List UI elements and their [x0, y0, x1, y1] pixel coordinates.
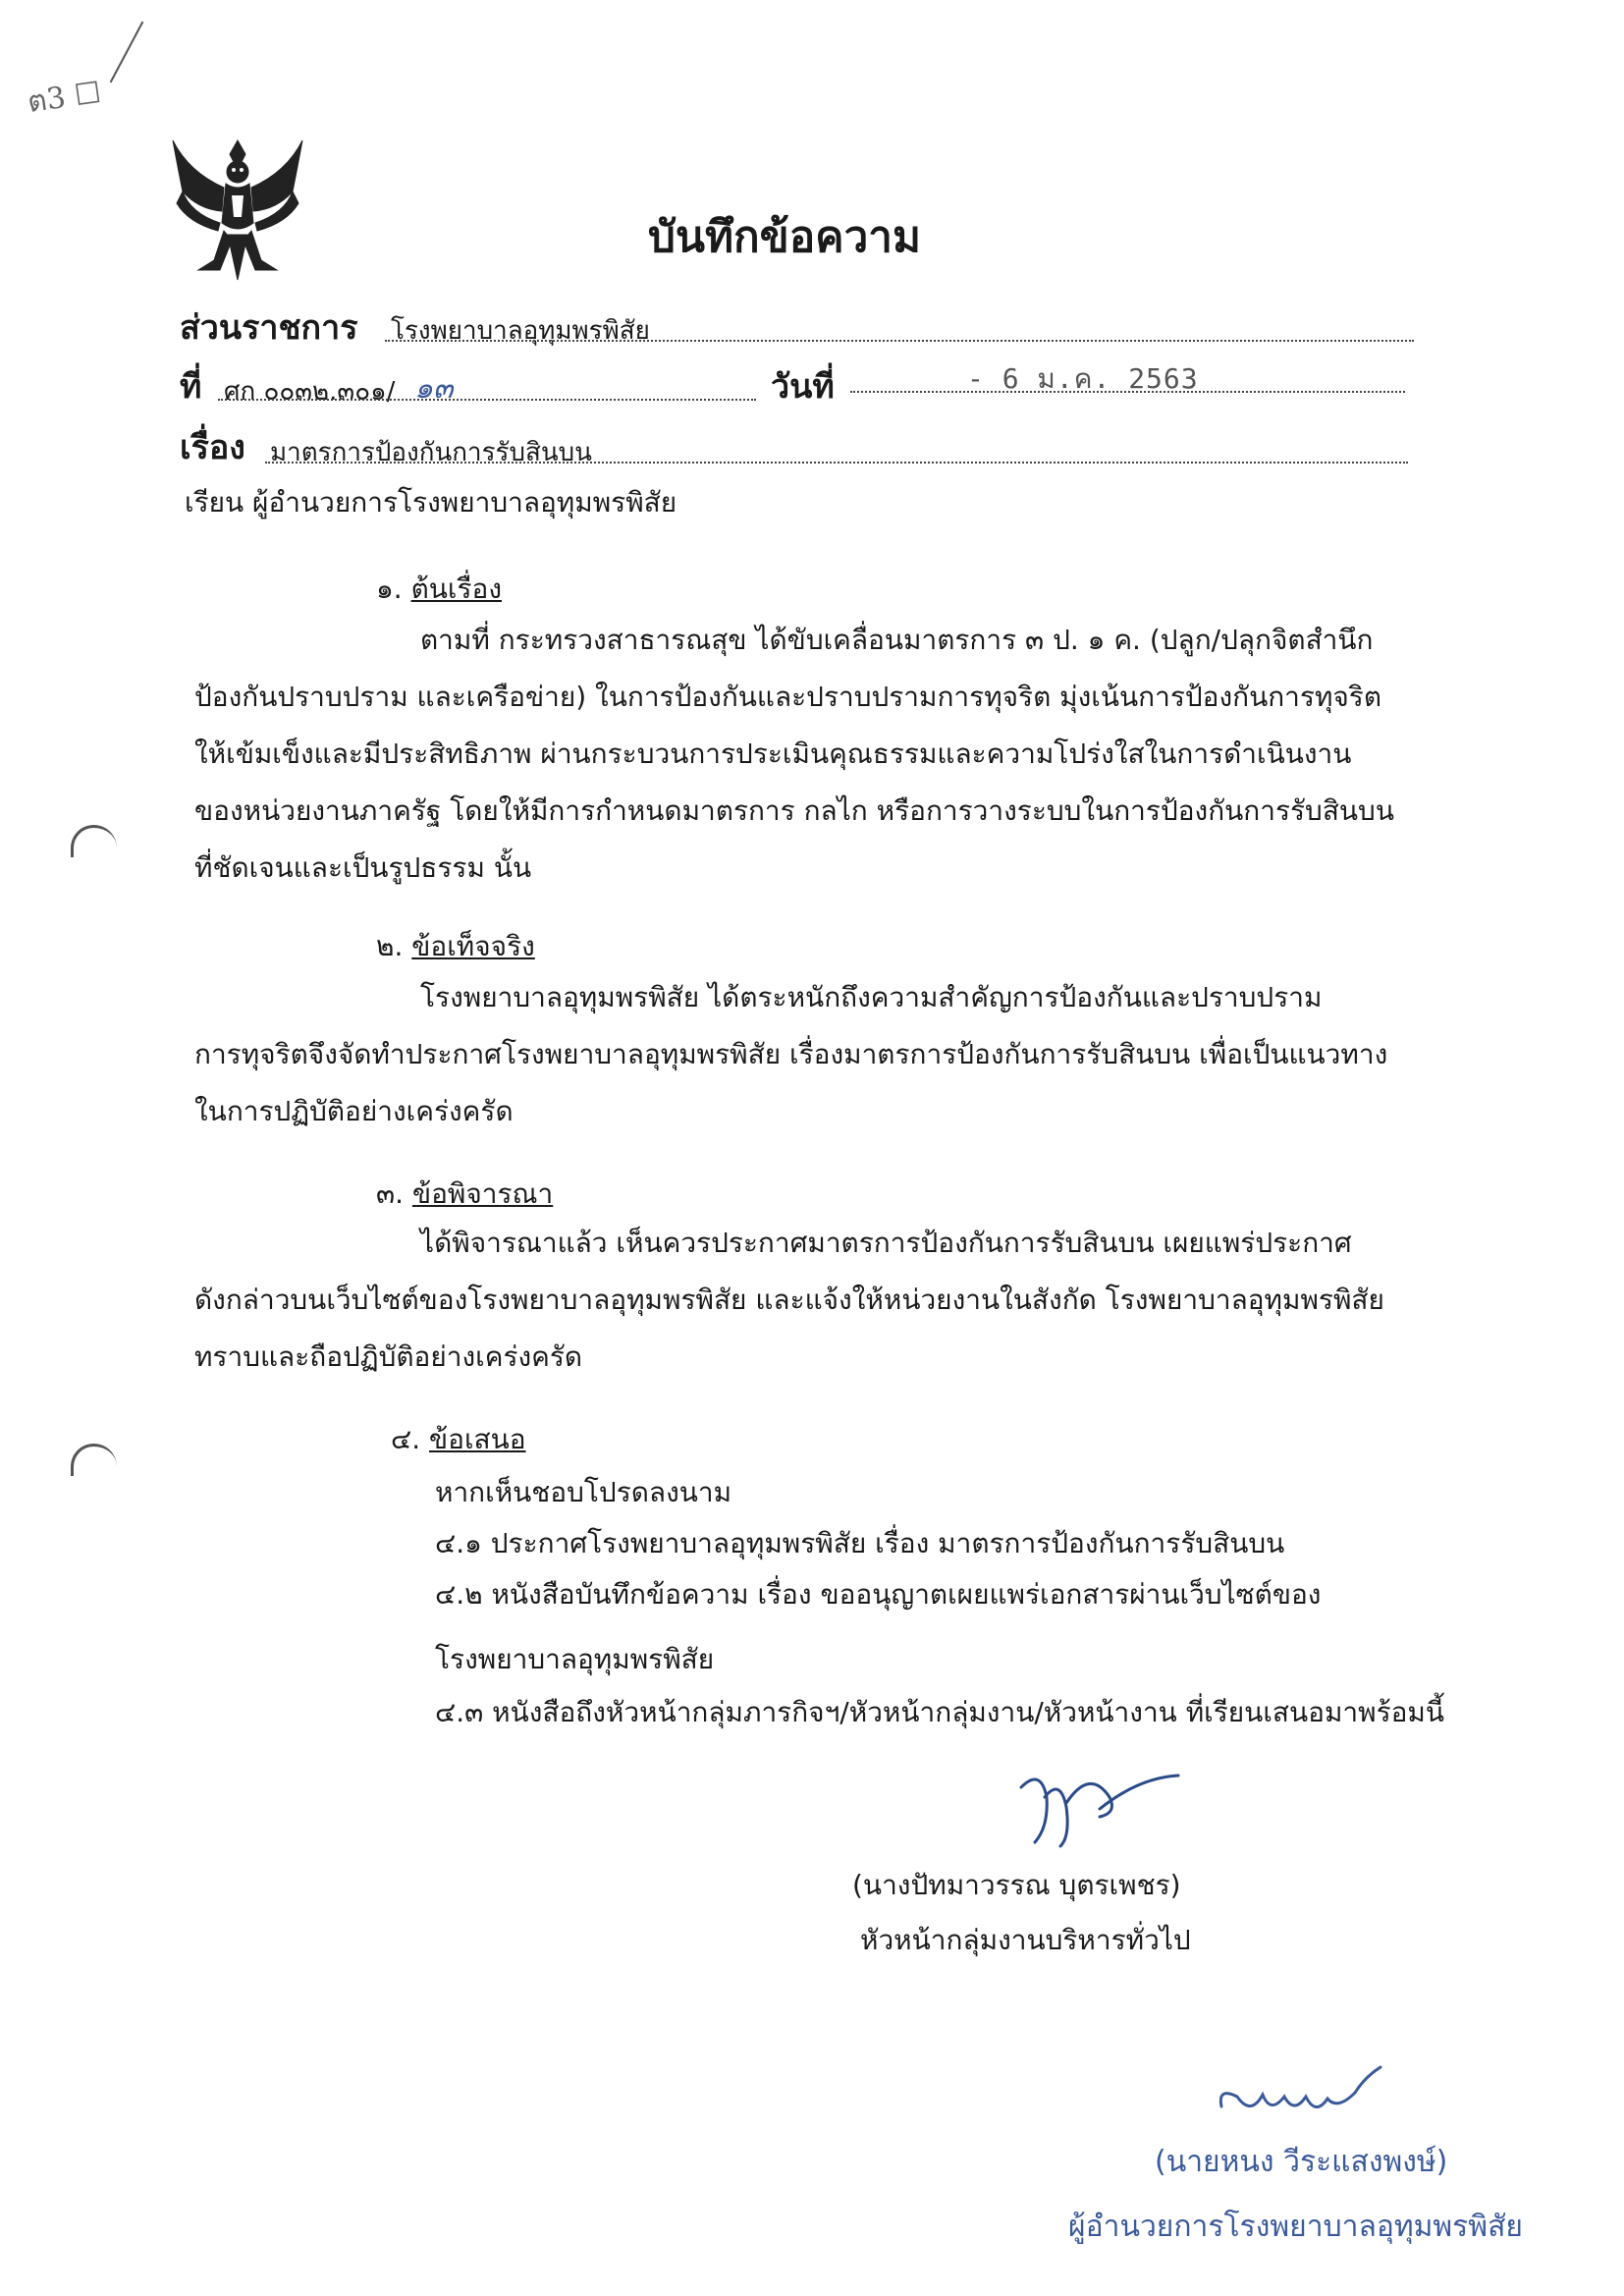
corner-pen-stroke [110, 22, 144, 83]
section-1-line-5: ที่ชัดเจนและเป็นรูปธรรม นั้น [194, 851, 532, 884]
section-3-line-3: ทราบและถือปฏิบัติอย่างเคร่งครัด [194, 1340, 583, 1373]
section-number: ๔. [391, 1423, 421, 1455]
section-heading [376, 568, 502, 611]
date-stamp: - 6 ม.ค. 2563 [967, 362, 1199, 395]
section-1-line-1: ตามที่ กระทรวงสาธารณสุข ได้ขับเคลื่อนมาตรการ ๓ ป. ๑ ค. (ปลูก/ปลุกจิตสำนึก [420, 624, 1374, 656]
section-heading [376, 925, 535, 968]
section-heading [376, 1173, 553, 1216]
punch-hole-mark [71, 825, 117, 857]
section-4-line-2: ๔.๑ ประกาศโรงพยาบาลอุทุมพรพิสัย เรื่อง มาตรการป้องกันการรับสินบน [435, 1527, 1285, 1559]
section-1-line-2: ป้องกันปราบปราม และเครือข่าย) ในการป้องกันและปราบปรามการทุจริต มุ่งเน้นการป้องกันการทุจริต [194, 681, 1382, 713]
section-4-line-3: ๔.๒ หนังสือบันทึกข้อความ เรื่อง ขออนุญาตเผยแพร่เอกสารผ่านเว็บไซต์ของ [435, 1578, 1322, 1611]
section-2-line-3: ในการปฏิบัติอย่างเคร่งครัด [194, 1095, 514, 1127]
date-label: วันที่ [771, 367, 835, 407]
agency-label: ส่วนราชการ [180, 308, 358, 348]
date-dotted-line [850, 391, 1405, 393]
director-name: (นายหนง วีระแสงพงษ์) [1155, 2145, 1448, 2179]
agency-dotted-line [385, 340, 1414, 342]
section-1-line-3: ให้เข้มเข็งและมีประสิทธิภาพ ผ่านกระบวนการประเมินคุณธรรมและความโปร่งใสในการดำเนินงาน [194, 738, 1352, 770]
section-number: ๒. [376, 930, 404, 962]
section-number: ๓. [376, 1177, 405, 1210]
section-1-line-4: ของหน่วยงานภาครัฐ โดยให้มีการกำหนดมาตรการ กลไก หรือการวางระบบในการป้องกันการรับสินบน [194, 794, 1394, 827]
section-2-line-2: การทุจริตจึงจัดทำประกาศโรงพยาบาลอุทุมพรพิสัย เรื่องมาตรการป้องกันการรับสินบน เพื่อเป็นแนวทาง [194, 1038, 1388, 1070]
punch-hole-mark [71, 1444, 117, 1476]
garuda-emblem-icon [169, 133, 306, 285]
section-title: ข้อเสนอ [429, 1423, 526, 1455]
agency-value: โรงพยาบาลอุทุมพรพิสัย [391, 316, 650, 346]
ref-value: ศก ๐๐๓๒.๓๐๑/ [224, 377, 396, 407]
section-title: ต้นเรื่อง [410, 573, 503, 605]
section-number: ๑. [376, 573, 403, 605]
section-2-line-1: โรงพยาบาลอุทุมพรพิสัย ได้ตระหนักถึงความสำคัญการป้องกันและปราบปราม [420, 981, 1323, 1013]
corner-note: ต3 ☐ [25, 75, 104, 121]
section-title: ข้อเท็จจริง [411, 930, 535, 962]
section-4-line-4: โรงพยาบาลอุทุมพรพิสัย [435, 1643, 715, 1675]
subject-dotted-line [265, 462, 1408, 464]
section-title: ข้อพิจารณา [411, 1177, 554, 1210]
director-position: ผู้อำนวยการโรงพยาบาลอุทุมพรพิสัย [1068, 2210, 1523, 2244]
signer-position: หัวหน้ากลุ่มงานบริหารทั่วไป [860, 1924, 1191, 1956]
ref-label: ที่ [180, 367, 202, 407]
memo-title: บันทึกข้อความ [648, 212, 922, 262]
ref-handwritten-number: ๑๓ [414, 371, 454, 406]
subject-value: มาตรการป้องกันการรับสินบน [270, 438, 592, 467]
ref-dotted-line [218, 399, 756, 401]
section-3-line-2: ดังกล่าวบนเว็บไซต์ของโรงพยาบาลอุทุมพรพิสัย และแจ้งให้หน่วยงานในสังกัด โรงพยาบาลอุทุมพรพิสัย [194, 1284, 1384, 1316]
signature-mark [1001, 1748, 1198, 1856]
section-heading [391, 1418, 526, 1461]
subject-label: เรื่อง [180, 428, 245, 467]
signer-name: (นางปัทมาวรรณ บุตรเพชร) [852, 1869, 1181, 1901]
director-signature-mark [1208, 2048, 1394, 2136]
section-4-line-1: หากเห็นชอบโปรดลงนาม [435, 1476, 732, 1508]
to-line: เรียน ผู้อำนวยการโรงพยาบาลอุทุมพรพิสัย [185, 486, 677, 519]
section-4-line-5: ๔.๓ หนังสือถึงหัวหน้ากลุ่มภารกิจฯ/หัวหน้ากลุ่มงาน/หัวหน้างาน ที่เรียนเสนอมาพร้อมนี้ [435, 1696, 1445, 1728]
section-3-line-1: ได้พิจารณาแล้ว เห็นควรประกาศมาตรการป้องกันการรับสินบน เผยแพร่ประกาศ [420, 1227, 1352, 1259]
